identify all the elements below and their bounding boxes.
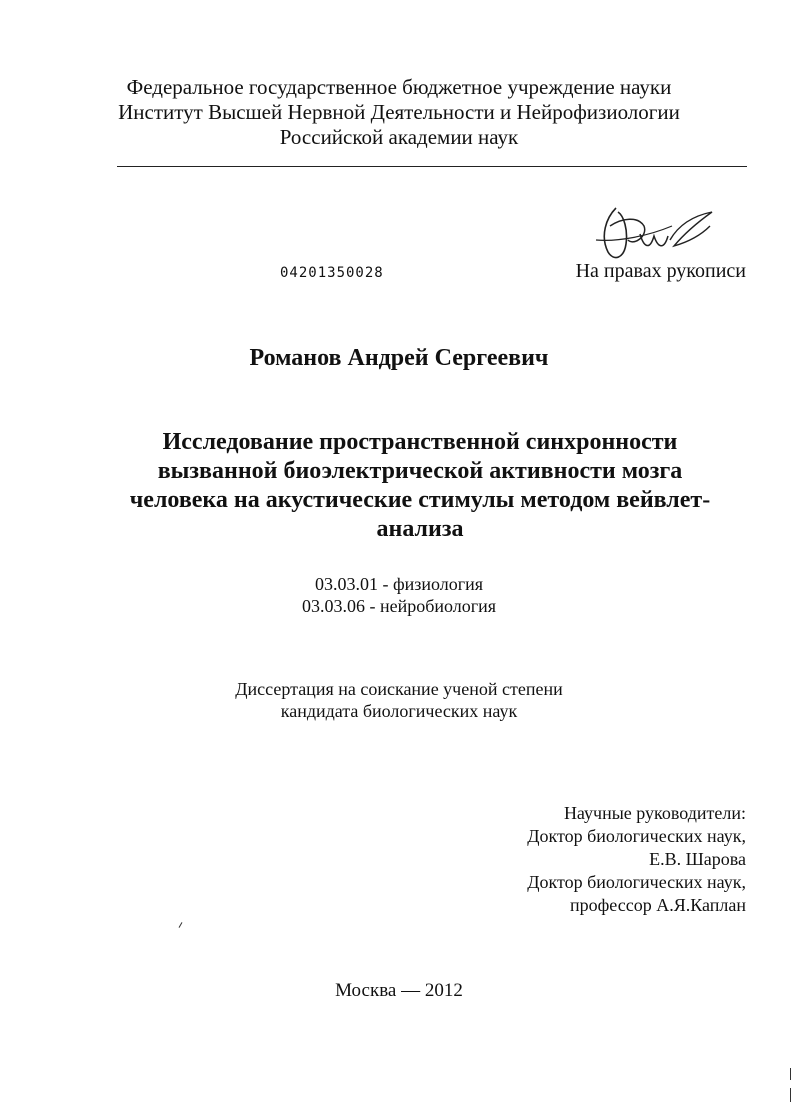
specialty-2: 03.03.06 - нейробиология bbox=[301, 596, 497, 616]
degree-line-1: Диссертация на соискание ученой степени bbox=[235, 679, 563, 699]
supervisor-line-3: Доктор биологических наук, bbox=[527, 872, 746, 892]
supervisors-block bbox=[527, 802, 746, 917]
dissertation-title bbox=[120, 428, 720, 544]
org-line-2: Институт Высшей Нервной Деятельности и Нейрофизиологии bbox=[118, 100, 680, 124]
scan-mark bbox=[790, 1088, 791, 1102]
author-name: Романов Андрей Сергеевич bbox=[249, 345, 549, 371]
title-line-3: человека на акустические стимулы методом вейвлет- bbox=[129, 487, 711, 513]
title-line-2: вызванной биоэлектрической активности мозга bbox=[157, 458, 683, 484]
supervisor-line-2: Е.В. Шарова bbox=[649, 849, 746, 869]
scan-mark bbox=[790, 1068, 791, 1080]
degree-line-2: кандидата биологических наук bbox=[280, 701, 518, 721]
degree-statement bbox=[0, 678, 798, 722]
supervisor-line-4: профессор А.Я.Каплан bbox=[570, 895, 746, 915]
specialty-1: 03.03.01 - физиология bbox=[314, 574, 484, 594]
specialty-codes bbox=[0, 573, 798, 617]
org-line-1: Федеральное государственное бюджетное учреждение науки bbox=[126, 75, 672, 99]
registration-number: 04201350028 bbox=[280, 265, 384, 281]
header-divider bbox=[117, 166, 747, 167]
supervisors-heading: Научные руководители: bbox=[563, 803, 746, 823]
city-year: Москва — 2012 bbox=[335, 980, 463, 1001]
organization-header bbox=[0, 75, 798, 150]
org-line-3: Российской академии наук bbox=[279, 125, 519, 149]
title-line-4: анализа bbox=[376, 516, 464, 542]
title-line-1: Исследование пространственной синхронности bbox=[162, 429, 678, 455]
supervisor-line-1: Доктор биологических наук, bbox=[527, 826, 746, 846]
scan-mark bbox=[179, 922, 183, 928]
manuscript-note: На правах рукописи bbox=[575, 260, 746, 282]
